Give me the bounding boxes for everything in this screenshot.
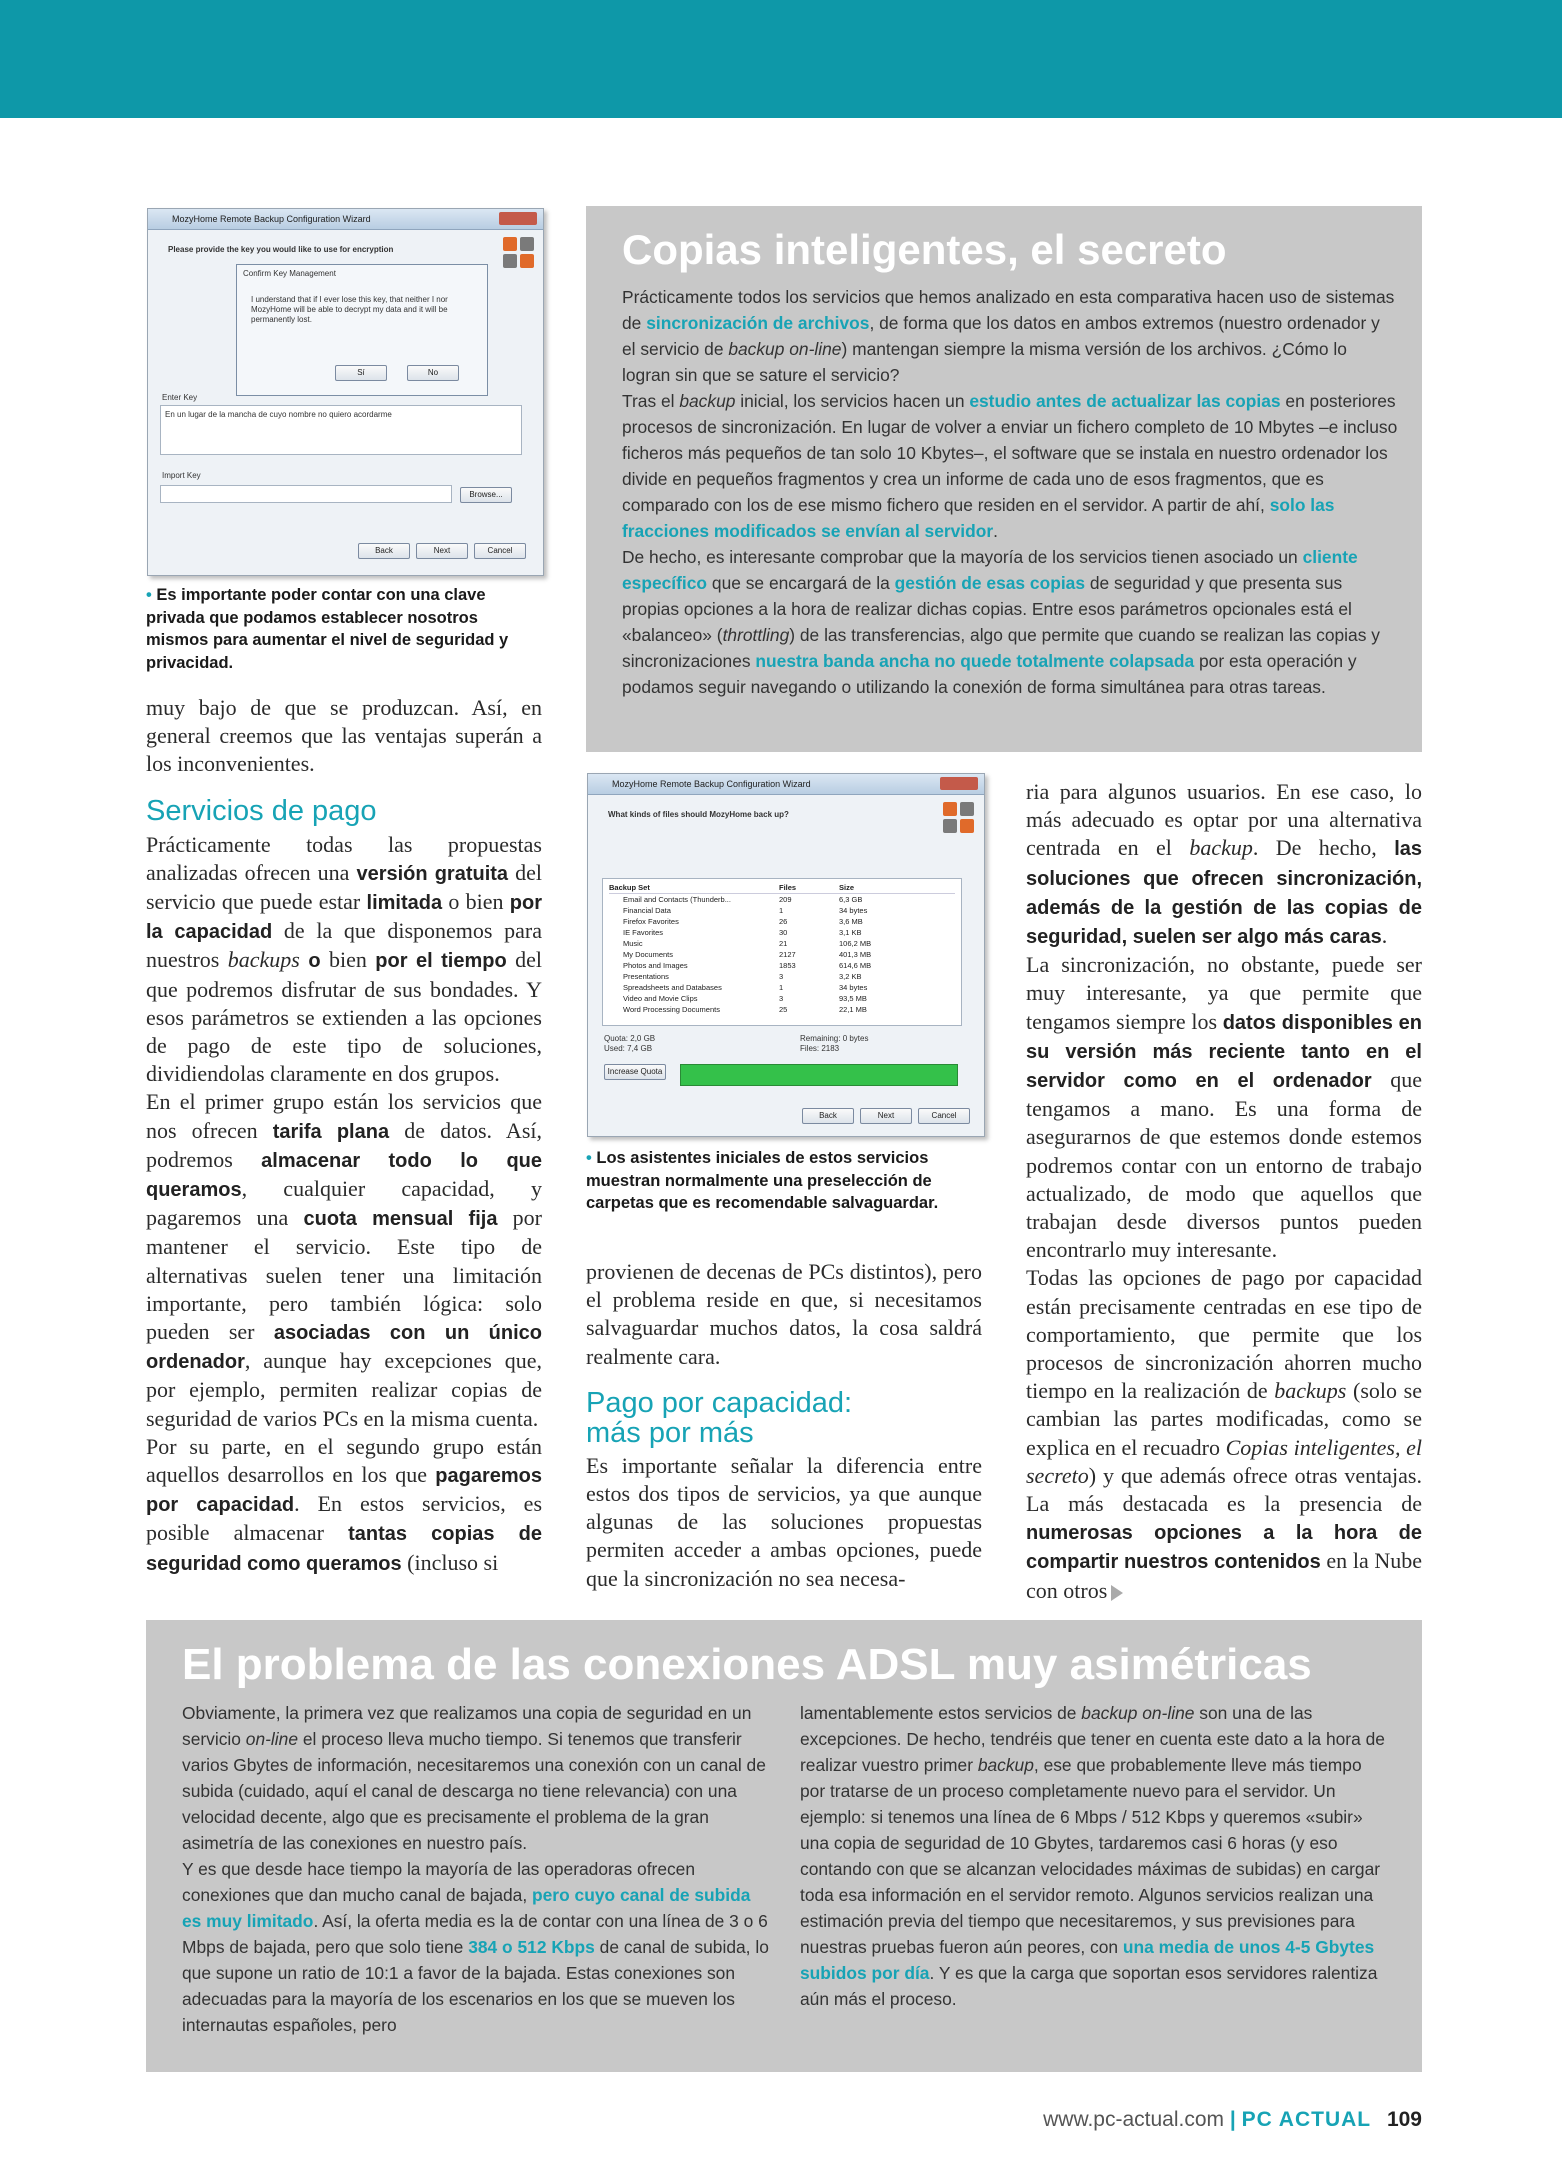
mozy-logo-icon — [943, 802, 957, 816]
table-row[interactable] — [609, 971, 955, 982]
mozy-logo-icon-3 — [503, 254, 517, 268]
box-copias-paragraph-1: Prácticamente todos los servicios que hemos analizado en esta comparativa hacen uso de sistemas de sincronización de archivos, de forma que los datos en ambos extremos (nuestro ordenador y el servicio de backup on-line) mantengan siempre la misma versión de los archivos. ¿Cómo lo logran sin que se sature el servicio? — [622, 287, 1395, 385]
table-row[interactable] — [609, 916, 955, 927]
backup-set-size: 401,3 MB — [839, 950, 872, 959]
table-row[interactable] — [609, 993, 955, 1004]
table-row[interactable] — [609, 927, 955, 938]
no-button[interactable]: No — [407, 365, 459, 381]
col1-paragraph-2: En el primer grupo están los servicios que nos ofrecen tarifa plana de datos. Así, podremos almacenar todo lo que queramos, cualquier capacidad, y pagaremos una cuota mensual fija por mantener el servicio. Este tipo de alternativas suelen tener una limitación importante, pero también lógica: solo pueden ser asociadas con un único ordenador, aunque hay excepciones que, por ejemplo, permiten realizar copias de seguridad de varios PCs en la misma cuenta. — [146, 1089, 543, 1431]
yes-button[interactable]: Sí — [335, 365, 387, 381]
backup-set-size: 34 bytes — [839, 906, 868, 915]
col3-paragraph-2: La sincronización, no obstante, puede ser muy interesante, ya que permite que tengamos siempre los datos disponibles en su versión más reciente tanto en el servidor como en el ordenador que tengamos a mano. Es una forma de asegurarnos de que estemos donde estemos podremos contar con un entorno de trabajo actualizado, de modo que aquellos que trabajan desde diversos puntos pueden encontrarlo muy interesante. — [1026, 952, 1422, 1263]
window-titlebar: MozyHome Remote Backup Configuration Wizard — [588, 774, 984, 795]
backup-set-name: My Documents — [623, 950, 674, 959]
continue-arrow-icon — [1111, 1585, 1123, 1601]
backup-set-name: Music — [623, 939, 643, 948]
top-color-bar — [0, 0, 1562, 118]
backup-set-size: 22,1 MB — [839, 1005, 867, 1014]
backup-set-size: 34 bytes — [839, 983, 868, 992]
confirm-dialog — [236, 264, 488, 396]
wizard-subtitle: What kinds of files should MozyHome back up? — [608, 810, 789, 819]
backup-set-size: 93,5 MB — [839, 994, 867, 1003]
increase-quota-button[interactable]: Increase Quota — [604, 1064, 666, 1080]
sidebar-box-adsl — [146, 1620, 1422, 2072]
table-row[interactable] — [609, 894, 955, 905]
table-body — [609, 894, 955, 1015]
col1-paragraph-3: Por su parte, en el segundo grupo están aquellos desarrollos en los que pagaremos por capacidad. En estos servicios, es posible almacenar tantas copias de seguridad como queramos (incluso si — [146, 1433, 542, 1575]
backup-set-files: 30 — [779, 928, 788, 937]
backup-set-size: 614,6 MB — [839, 961, 872, 970]
page-number: 109 — [1386, 2108, 1422, 2131]
enter-key-radio[interactable]: Enter Key — [162, 393, 198, 402]
box-copias-paragraph-2: Tras el backup inicial, los servicios hacen un estudio antes de actualizar las copias en posteriores procesos de sincronización. En lugar de volver a enviar un fichero completo de 10 Mbytes –e incluso ficheros más pequeños de tan solo 10 Kbytes–, el software que se instala en nuestro ordenador los divide en pequeños fragmentos y crea un informe de cada uno de esos fragmentos, que es comparado con los de ese mismo fichero que residen en el servidor. A partir de ahí, solo las fracciones modificados se envían al servidor. — [622, 391, 1398, 541]
next-button[interactable]: Next — [416, 543, 468, 559]
close-icon — [499, 212, 537, 225]
backup-set-files: 25 — [779, 1005, 788, 1014]
import-key-checkbox[interactable]: Import Key — [162, 471, 201, 480]
backup-set-files: 3 — [779, 972, 784, 981]
backup-set-size: 6,3 GB — [839, 895, 863, 904]
screenshot-encryption-key — [147, 208, 544, 576]
col1-intro: muy bajo de que se produzcan. Así, en general creemos que las ventajas superán a los inconvenientes. — [146, 695, 542, 777]
dialog-text: I understand that if I ever lose this key, that neither I nor MozyHome will be able to decrypt my data and it will be permanently lost. — [251, 295, 448, 324]
backup-set-files: 209 — [779, 895, 792, 904]
col3-paragraph-1: ria para algunos usuarios. En ese caso, lo más adecuado es optar por una alternativa centrada en el backup. De hecho, las soluciones que ofrecen sincronización, además de la gestión de las copias de seguridad, suelen ser algo más caras. — [1026, 779, 1423, 949]
backup-set-size: 106,2 MB — [839, 939, 872, 948]
backup-set-size: 3,1 KB — [839, 928, 862, 937]
table-row[interactable] — [609, 938, 955, 949]
col1-paragraph-1: Prácticamente todas las propuestas analizadas ofrecen una versión gratuita del servicio que puede estar limitada o bien por la capacidad de la que disponemos para nuestros backups o bien por el tiempo del que podremos disfrutar de sus bondades. Y esos parámetros se extienden a las opciones de pago de este tipo de soluciones, dividiendolas claramente en dos grupos. — [146, 831, 543, 1087]
table-row[interactable] — [609, 949, 955, 960]
col2-intro: provienen de decenas de PCs distintos), pero el problema reside en que, si necesitamos salvaguardar muchos datos, la cosa saldrá realmente cara. — [586, 1259, 982, 1369]
mozy-logo-icon — [503, 237, 517, 251]
mozy-logo-icon-3 — [943, 819, 957, 833]
back-button[interactable]: Back — [802, 1108, 854, 1124]
dialog-title: Confirm Key Management — [243, 269, 336, 278]
box-title-adsl: El problema de las conexiones ADSL muy asimétricas — [182, 1640, 1312, 1689]
backup-set-name: Email and Contacts (Thunderb... — [623, 895, 731, 904]
backup-set-files: 1853 — [779, 961, 796, 970]
key-input-value: En un lugar de la mancha de cuyo nombre no quiero acordarme — [165, 410, 392, 419]
box-title-copias: Copias inteligentes, el secreto — [622, 226, 1227, 273]
footer-brand: PC ACTUAL — [1241, 2108, 1372, 2131]
box-copias-paragraph-3: De hecho, es interesante comprobar que la mayoría de los servicios tienen asociado un cliente específico que se encargará de la gestión de esas copias de seguridad y que presenta sus propias opciones a la hora de realizar dichas copias. Entre esos parámetros opcionales está el «balanceo» (throttling) de las transferencias, algo que permite que cuando se realizan las copias y sincronizaciones nuestra banda ancha no quede totalmente colapsada por esta operación y podamos seguir navegando o utilizando la conexión de forma simultánea para otras tareas. — [622, 547, 1380, 697]
box-copias-text — [622, 284, 1398, 700]
backup-set-size: 3,6 MB — [839, 917, 863, 926]
box-adsl-right — [800, 1700, 1388, 2012]
backup-set-name: Spreadsheets and Databases — [623, 983, 722, 992]
backup-set-files: 3 — [779, 994, 784, 1003]
back-button[interactable]: Back — [358, 543, 410, 559]
window-titlebar: MozyHome Remote Backup Configuration Wizard — [148, 209, 543, 230]
col-header-backup-set: Backup Set — [609, 883, 650, 892]
mozy-logo-icon-4 — [520, 254, 534, 268]
caption-encryption: • Es importante poder contar con una clave privada que podamos establecer nosotros mismos para aumentar el nivel de seguridad y privacidad. — [146, 586, 509, 672]
quota-label: Quota: 2,0 GB — [604, 1034, 656, 1043]
screenshot-backup-sets — [587, 773, 985, 1137]
table-row[interactable] — [609, 982, 955, 993]
col3-paragraph-3: Todas las opciones de pago por capacidad están precisamente centradas en ese tipo de comportamiento, que permite que los procesos de sincronización ahorren mucho tiempo en la realización de backups (solo se cambian las partes modificadas, como se explica en el recuadro Copias inteligentes, el secreto) y que además ofrece otras ventajas. La más destacada es la presencia de numerosas opciones a la hora de compartir nuestros contenidos en la Nube con otros — [1026, 1265, 1422, 1603]
mozy-logo-icon-2 — [960, 802, 974, 816]
col-header-size: Size — [839, 883, 855, 892]
backup-set-name: Video and Movie Clips — [623, 994, 698, 1003]
backup-set-name: Firefox Favorites — [623, 917, 679, 926]
backup-set-files: 2127 — [779, 950, 796, 959]
sidebar-box-copias — [586, 206, 1422, 752]
table-row[interactable] — [609, 905, 955, 916]
mozy-logo-icon-4 — [960, 819, 974, 833]
backup-set-files: 21 — [779, 939, 788, 948]
page-footer — [1043, 2108, 1422, 2132]
column-1 — [146, 694, 542, 1578]
import-key-field[interactable] — [160, 485, 452, 503]
backup-set-table — [602, 878, 962, 1026]
quota-progress-bar — [680, 1064, 958, 1086]
col-header-files: Files — [779, 883, 797, 892]
browse-button[interactable]: Browse... — [460, 487, 512, 503]
backup-set-files: 1 — [779, 983, 784, 992]
table-header — [609, 882, 955, 894]
cancel-button[interactable]: Cancel — [918, 1108, 970, 1124]
box-adsl-left — [182, 1700, 772, 2038]
caption-wizard: • Los asistentes iniciales de estos servicios muestran normalmente una preselección de carpetas que es recomendable salvaguardar. — [586, 1149, 939, 1212]
heading-pago-por-capacidad: Pago por capacidad: más por más — [586, 1386, 853, 1449]
footer-url[interactable]: www.pc-actual.com — [1043, 2108, 1224, 2131]
backup-set-size: 3,2 KB — [839, 972, 862, 981]
backup-set-files: 26 — [779, 917, 788, 926]
box-adsl-paragraph-2: Y es que desde hace tiempo la mayoría de las operadoras ofrecen conexiones que dan mucho canal de bajada, pero cuyo canal de subida es muy limitado. Así, la oferta media es la de contar con una línea de 3 o 6 Mbps de bajada, pero que solo tiene 384 o 512 Kbps de canal de subida, lo que supone un ratio de 10:1 a favor de la bajada. Estas conexiones son adecuadas para la mayoría de los escenarios en los que se mueven los internautas españoles, pero — [182, 1859, 769, 2035]
next-button[interactable]: Next — [860, 1108, 912, 1124]
backup-set-name: Presentations — [623, 972, 669, 981]
col2-paragraph-1: Es importante señalar la diferencia entre estos dos tipos de servicios, ya que aunque algunas de las soluciones propuestas permiten acceder a ambas opciones, puede que la sincronización no sea necesa- — [586, 1452, 982, 1591]
backup-set-name: Photos and Images — [623, 961, 688, 970]
remaining-label: Remaining: 0 bytes — [800, 1034, 869, 1043]
heading-servicios-de-pago: Servicios de pago — [146, 794, 377, 827]
box-adsl-paragraph-1: Obviamente, la primera vez que realizamos una copia de seguridad en un servicio on-line el proceso lleva mucho tiempo. Si tenemos que transferir varios Gbytes de información, necesitaremos una conexión con un canal de subida (cuidado, aquí el canal de descarga no tiene relevancia) con una velocidad decente, algo que es precisamente el problema de la gran asimetría de las conexiones en nuestro país. — [182, 1703, 766, 1853]
mozy-logo-icon-2 — [520, 237, 534, 251]
table-row[interactable] — [609, 960, 955, 971]
column-2 — [586, 1258, 982, 1593]
used-label: Used: 7,4 GB — [604, 1044, 653, 1053]
files-label: Files: 2183 — [800, 1044, 840, 1053]
key-input[interactable] — [160, 405, 522, 455]
backup-set-name: IE Favorites — [623, 928, 664, 937]
box-adsl-paragraph-3: lamentablemente estos servicios de backup on-line son una de las excepciones. De hecho, tendréis que tener en cuenta este dato a la hora de realizar vuestro primer backup, ese que probablemente lleve más tiempo por tratarse de un proceso completamente nuevo para el servidor. Un ejemplo: si tenemos una línea de 6 Mbps / 512 Kbps y queremos «subir» una copia de seguridad de 10 Gbytes, tardaremos casi 6 horas (y eso contando con que se alcanzan velocidades máximas de subidas) en cargar toda esa información en el servidor remoto. Algunos servicios realizan una estimación previa del tiempo que necesitaremos, y sus previsiones para nuestras pruebas fueron aún peores, con una media de unos 4-5 Gbytes subidos por día. Y es que la carga que soportan esos servidores ralentiza aún más el proceso. — [800, 1703, 1385, 2009]
backup-set-name: Word Processing Documents — [623, 1005, 720, 1014]
cancel-button[interactable]: Cancel — [474, 543, 526, 559]
backup-set-files: 1 — [779, 906, 784, 915]
footer-separator: | — [1229, 2108, 1242, 2131]
wizard-subtitle: Please provide the key you would like to use for encryption — [168, 245, 394, 254]
close-icon — [940, 777, 978, 790]
column-3 — [1026, 778, 1422, 1605]
table-row[interactable] — [609, 1004, 955, 1015]
backup-set-name: Financial Data — [623, 906, 671, 915]
